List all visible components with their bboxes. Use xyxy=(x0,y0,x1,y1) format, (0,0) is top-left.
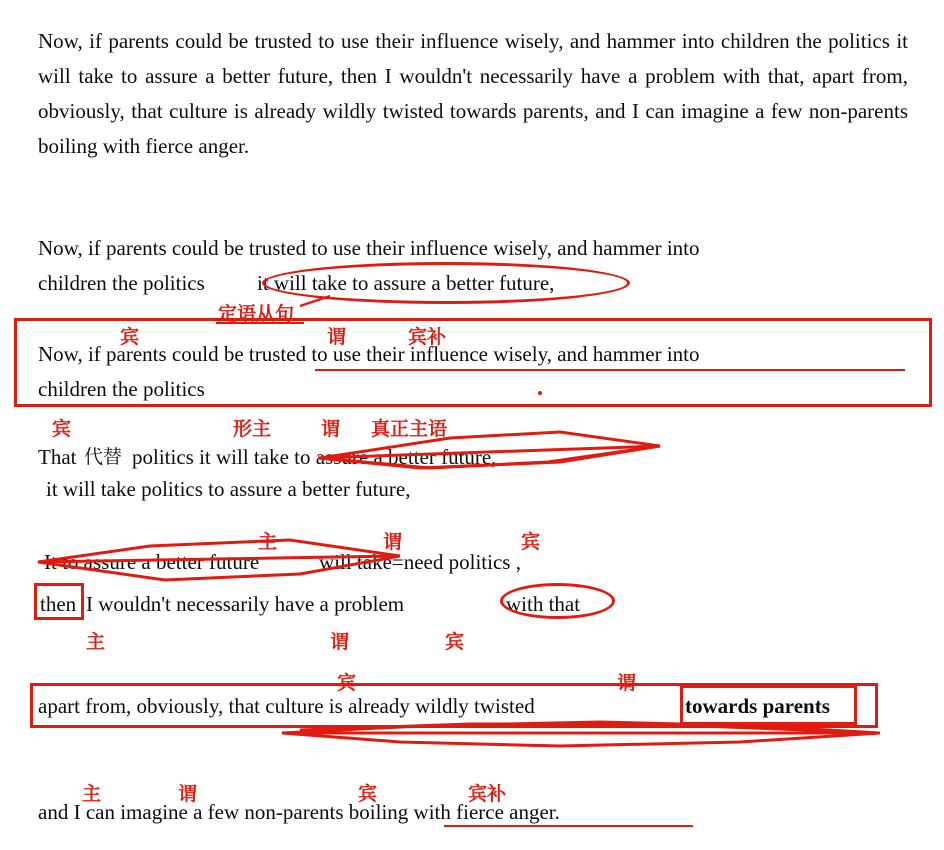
block5-line1-part1: It to assure a better future xyxy=(44,550,260,574)
label-block4-predicate: 谓 xyxy=(321,418,341,440)
block4-line1-part1: That xyxy=(38,445,77,469)
block7-line1: and I can imagine a few non-parents boiling with fierce anger. xyxy=(38,800,560,824)
block6-towards-parents: towards parents xyxy=(685,694,830,718)
label-block6-object: 宾 xyxy=(337,672,357,694)
label-attributive-clause: 定语从句 xyxy=(218,303,295,325)
block4-line2: it will take politics to assure a better future, xyxy=(46,477,411,501)
label-block3-object: 宾 xyxy=(120,326,140,348)
label-block4-real-subject: 真正主语 xyxy=(371,418,448,440)
block3-line1: Now, if parents could be trusted to use their influence wisely, and hammer into xyxy=(38,342,700,366)
ink-dot-block3 xyxy=(538,391,542,395)
label-block5-subject: 主 xyxy=(258,531,278,553)
label-block7-object-complement: 宾补 xyxy=(468,783,507,805)
block5-line2-middle: I wouldn't necessarily have a problem xyxy=(86,592,405,616)
label-block4-formal-subject: 形主 xyxy=(233,418,272,440)
label-block5b-object: 宾 xyxy=(445,631,465,653)
underline-block3-line1 xyxy=(315,369,905,371)
block2-line2-part1: children the politics xyxy=(38,271,205,295)
label-block4-object: 宾 xyxy=(52,418,72,440)
label-block5b-subject: 主 xyxy=(86,631,106,653)
label-block5-object: 宾 xyxy=(521,531,541,553)
underline-block3-line2 xyxy=(38,404,256,406)
block3-line2: children the politics xyxy=(38,377,205,401)
block2-line1: Now, if parents could be trusted to use their influence wisely, and hammer into xyxy=(38,236,700,260)
label-block7-predicate: 谓 xyxy=(178,783,198,805)
label-block6-predicate: 谓 xyxy=(617,672,637,694)
block4-line1-part3: politics it will take to assure a better future, xyxy=(132,445,497,469)
label-block3-object-complement: 宾补 xyxy=(408,326,447,348)
block6-line1: apart from, obviously, that culture is already wildly twisted xyxy=(38,694,535,718)
label-block3-predicate: 谓 xyxy=(327,326,347,348)
block5-line2-with-that: with that xyxy=(506,592,581,616)
block4-line1-substitute: 代替 xyxy=(84,446,123,468)
label-block5-predicate: 谓 xyxy=(383,531,403,553)
label-block7-object: 宾 xyxy=(358,783,378,805)
paragraph-original: Now, if parents could be trusted to use their influence wisely, and hammer into children the politics it will take to assure a better future, then I wouldn't necessarily have a problem with that, apart from, obviously, that culture is already wildly twisted towards parents, and I can imagine a few non-parents boiling with fierce anger. xyxy=(38,29,908,158)
block5-line1-part2: will take=need politics , xyxy=(319,550,521,574)
label-block7-subject: 主 xyxy=(82,783,102,805)
block2-line2-part2: it will take to assure a better future, xyxy=(257,271,555,295)
label-block5b-predicate: 谓 xyxy=(330,631,350,653)
block5-line2-then: then xyxy=(40,592,77,616)
